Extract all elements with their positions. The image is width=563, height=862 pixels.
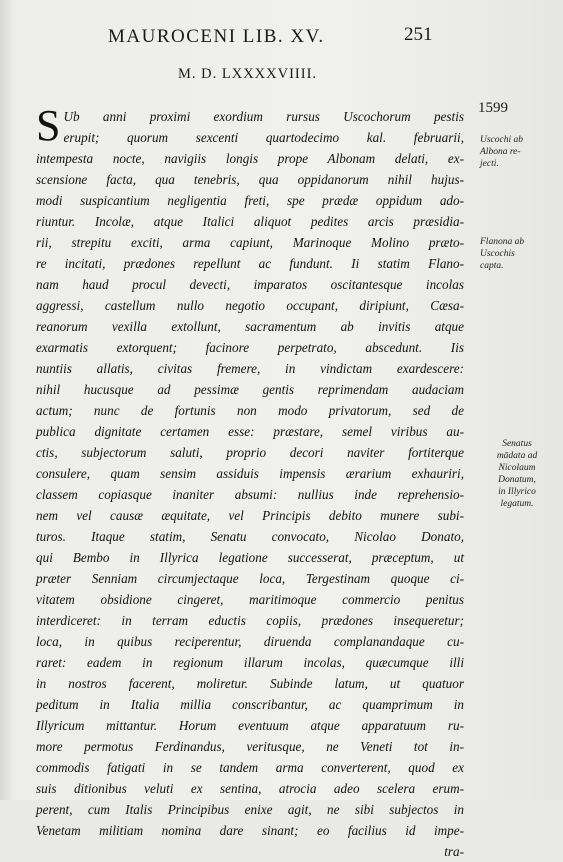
side-note-line: Albona re- <box>480 147 521 157</box>
text-line: nem vel causæ æquitate, vel Principis debito munere subi- <box>36 508 464 523</box>
text-line: consulere, quam sensim assiduis impensis ærarium exhauriri, <box>36 466 464 481</box>
side-note-line: Uscochis <box>480 249 515 259</box>
text-line: publica dignitate certamen esse: præstare, semel viribus au- <box>36 424 464 439</box>
text-line: re incitati, prædones repellunt ac fundunt. Ii statim Flano- <box>36 256 464 271</box>
text-lines <box>36 101 464 862</box>
text-line: commodis fatigati in se tandem arma converterent, quod ex <box>36 760 464 775</box>
text-line: exarmatis extorquent; facinore perpetrato, abscedunt. Iis <box>36 340 464 355</box>
text-line: præter Senniam circumjectaque loca, Tergestinam quoque ci- <box>36 571 464 586</box>
year-heading: M. D. LXXXXVIIII. <box>178 66 318 82</box>
text-line: tra- <box>444 844 464 859</box>
text-line: peditum in Italia millia conscribantur, ac quamprimum in <box>36 697 464 712</box>
side-note-flanona <box>480 236 550 272</box>
text-line: turos. Itaque statim, Senatu convocato, Nicolao Donato, <box>36 529 464 544</box>
text-line: aggressi, castellum nullo negotio occupant, diripiunt, Cæsa- <box>36 298 464 313</box>
side-note-line: Flanona ab <box>480 237 525 247</box>
body-text <box>36 101 464 862</box>
text-line: suis ditionibus veluti ex sentina, atrocia adeo scelera erum- <box>36 781 464 796</box>
side-note-line: jecti. <box>480 159 499 169</box>
page-header <box>0 14 563 54</box>
text-line: erupit; quorum sexcenti quartodecimo kal. februarii, <box>63 130 464 145</box>
page-number: 251 <box>404 24 433 45</box>
text-line: raret: eadem in regionum illarum incolas, quæcumque illi <box>36 655 464 670</box>
text-line: modi suspicantium negligentia freti, spe prædæ oppidum ado- <box>36 193 464 208</box>
margin-year: 1599 <box>478 100 508 116</box>
text-line: nuntiis allatis, civitas fremere, in vindictam exardescere: <box>36 361 464 376</box>
side-note-line: capta. <box>480 261 504 271</box>
side-note-line: mādata ad <box>496 451 538 461</box>
text-line: loca, in quibus reciperentur, diruenda complanandaque cu- <box>36 634 464 649</box>
text-line: ctis, subjectorum saluti, proprio decori naviter fortiterque <box>36 445 464 460</box>
text-line: riuntur. Incolæ, atque Italici aliquot pedites arcis præsidia- <box>36 214 464 229</box>
text-line: interdiceret: in terram eductis copiis, prædones insequeretur; <box>36 613 464 628</box>
running-head: MAUROCENI LIB. XV. <box>108 26 325 47</box>
side-note-line: Nicolaum <box>498 463 536 473</box>
text-line: Illyricum mittantur. Horum eventuum atque apparatuum ru- <box>36 718 464 733</box>
text-line: more permotus Ferdinandus, veritusque, ne Veneti tot in- <box>36 739 464 754</box>
side-note-line: legatum. <box>500 499 534 509</box>
text-line: rii, strepitu exciti, arma capiunt, Marinoque Molino præto- <box>36 235 464 250</box>
drop-cap: S <box>36 101 61 150</box>
text-line: in nostros facerent, moliretur. Subinde latum, ut quatuor <box>36 676 464 691</box>
text-line: Ub anni proximi exordium rursus Uscochorum pestis <box>63 109 464 124</box>
side-note-uscochi <box>480 134 550 170</box>
side-note-line: Donatum, <box>498 475 536 485</box>
side-note-line: Uscochi ab <box>480 135 524 145</box>
text-line: nihil hucusque ad pessimæ gentis reprimendam audaciam <box>36 382 464 397</box>
side-note-senatus <box>486 438 548 510</box>
side-note-line: Senatus <box>502 439 532 449</box>
text-line: classem copiasque inaniter absumi: nullius inde reprehensio- <box>36 487 464 502</box>
text-line: Venetam militiam nomina dare sinant; eo facilius id impe- <box>36 823 464 838</box>
side-note-line: in Illyrico <box>498 487 536 497</box>
text-line: scensione facta, qua tenebris, qua oppidanorum nihil hujus- <box>36 172 464 187</box>
text-line: nam haud procul devecti, imparatos oscitantesque incolas <box>36 277 464 292</box>
text-line: reanorum vexilla extollunt, sacramentum ab invitis atque <box>36 319 464 334</box>
text-line: qui Bembo in Illyrica legatione successerat, præceptum, ut <box>36 550 464 565</box>
text-line: actum; nunc de fortunis non modo privatorum, sed de <box>36 403 464 418</box>
text-line: vitatem obsidione cingeret, maritimoque commercio penitus <box>36 592 464 607</box>
text-line: perent, cum Italis Principibus enixe agit, ne sibi subjectos in <box>36 802 464 817</box>
text-line: intempesta nocte, navigiis longis prope Albonam delati, ex- <box>36 151 464 166</box>
